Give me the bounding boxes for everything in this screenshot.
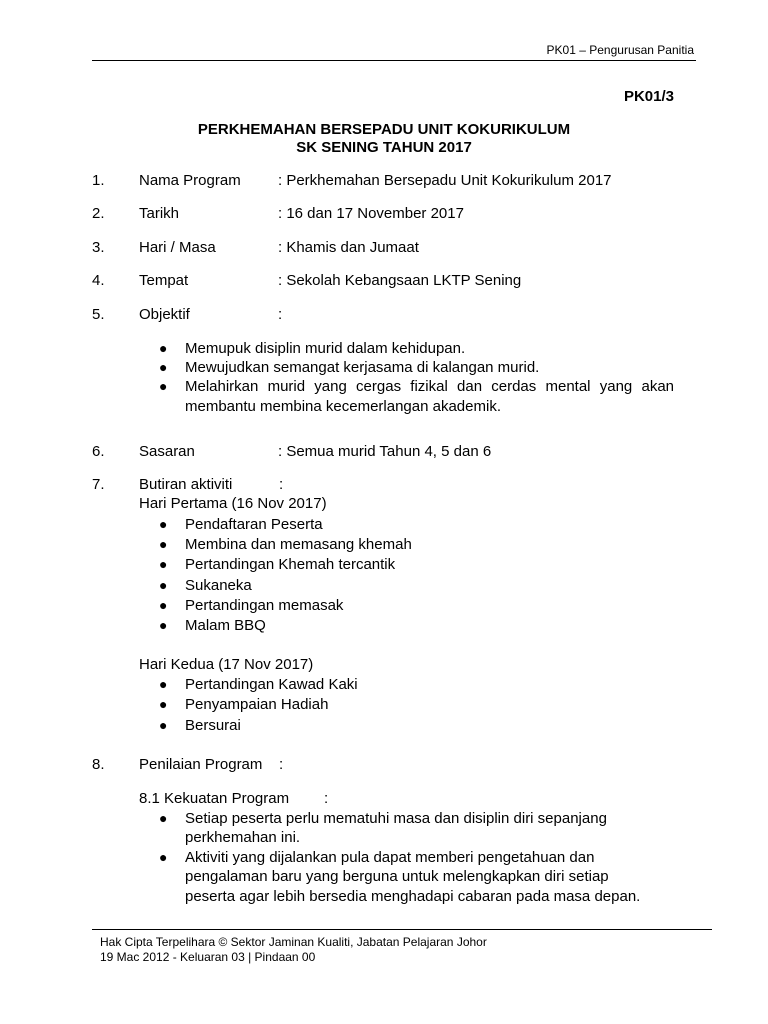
item-number: 6.: [92, 443, 105, 460]
item-label: Nama Program: [139, 172, 241, 189]
list-item: Sukaneka: [185, 577, 252, 594]
bullet-icon: ●: [159, 536, 168, 552]
document-code: PK01/3: [623, 88, 674, 105]
footer-version: 19 Mac 2012 - Keluaran 03 | Pindaan 00: [100, 950, 316, 964]
day1-title: Hari Pertama (16 Nov 2017): [139, 495, 327, 512]
bullet-icon: ●: [159, 556, 168, 572]
header-divider: [92, 60, 696, 61]
item-label: Objektif: [139, 306, 190, 323]
list-item: Melahirkan murid yang cergas fizikal dan cerdas mental yang akan: [185, 378, 674, 395]
day2-title: Hari Kedua (17 Nov 2017): [139, 656, 314, 673]
item-value: : Khamis dan Jumaat: [278, 239, 419, 256]
footer-copyright: Hak Cipta Terpelihara © Sektor Jaminan Kualiti, Jabatan Pelajaran Johor: [100, 935, 487, 949]
list-item-continuation: perkhemahan ini.: [185, 829, 301, 846]
bullet-icon: ●: [159, 340, 168, 356]
document-title: PERKHEMAHAN BERSEPADU UNIT KOKURIKULUM: [197, 121, 571, 138]
list-item: Setiap peserta perlu mematuhi masa dan disiplin diri sepanjang: [185, 810, 607, 827]
list-item: Mewujudkan semangat kerjasama di kalangan murid.: [185, 359, 540, 376]
item-number: 3.: [92, 239, 105, 256]
list-item-continuation: peserta agar lebih bersedia menghadapi cabaran pada masa depan.: [185, 888, 641, 905]
bullet-icon: ●: [159, 597, 168, 613]
item-value: : 16 dan 17 November 2017: [278, 205, 464, 222]
item-label: Sasaran: [139, 443, 195, 460]
bullet-icon: ●: [159, 617, 168, 633]
item-value: :: [278, 306, 283, 323]
list-item-continuation: pengalaman baru yang berguna untuk melengkapkan diri setiap: [185, 868, 609, 885]
strengths-subtitle: 8.1 Kekuatan Program: [139, 790, 290, 807]
list-item: Penyampaian Hadiah: [185, 696, 329, 713]
item-number: 7.: [92, 476, 105, 493]
list-item: Pertandingan memasak: [185, 597, 344, 614]
item-label: Butiran aktiviti: [139, 476, 233, 493]
item-number: 1.: [92, 172, 105, 189]
item-colon: :: [279, 756, 284, 773]
item-label: Tarikh: [139, 205, 180, 222]
item-value: : Sekolah Kebangsaan LKTP Sening: [278, 272, 522, 289]
item-label: Penilaian Program: [139, 756, 263, 773]
list-item: Bersurai: [185, 717, 241, 734]
footer-divider: [92, 929, 712, 930]
list-item: Aktiviti yang dijalankan pula dapat memberi pengetahuan dan: [185, 849, 595, 866]
list-item: Pertandingan Khemah tercantik: [185, 556, 396, 573]
bullet-icon: ●: [159, 359, 168, 375]
bullet-icon: ●: [159, 378, 168, 394]
list-item: Membina dan memasang khemah: [185, 536, 412, 553]
bullet-icon: ●: [159, 849, 168, 865]
item-number: 4.: [92, 272, 105, 289]
bullet-icon: ●: [159, 696, 168, 712]
item-number: 5.: [92, 306, 105, 323]
list-item: Memupuk disiplin murid dalam kehidupan.: [185, 340, 466, 357]
bullet-icon: ●: [159, 676, 168, 692]
list-item: Pendaftaran Peserta: [185, 516, 323, 533]
list-item-continuation: membantu membina kecemerlangan akademik.: [185, 398, 501, 415]
item-number: 2.: [92, 205, 105, 222]
bullet-icon: ●: [159, 577, 168, 593]
bullet-icon: ●: [159, 516, 168, 532]
document-subtitle: SK SENING TAHUN 2017: [296, 139, 472, 156]
list-item: Malam BBQ: [185, 617, 266, 634]
bullet-icon: ●: [159, 810, 168, 826]
item-label: Hari / Masa: [139, 239, 216, 256]
list-item: Pertandingan Kawad Kaki: [185, 676, 358, 693]
item-value: : Perkhemahan Bersepadu Unit Kokurikulum 2017: [278, 172, 612, 189]
item-colon: :: [279, 476, 284, 493]
subtitle-colon: :: [324, 790, 329, 807]
item-label: Tempat: [139, 272, 189, 289]
bullet-icon: ●: [159, 717, 168, 733]
item-number: 8.: [92, 756, 105, 773]
page-header: PK01 – Pengurusan Panitia: [546, 43, 694, 57]
item-value: : Semua murid Tahun 4, 5 dan 6: [278, 443, 492, 460]
